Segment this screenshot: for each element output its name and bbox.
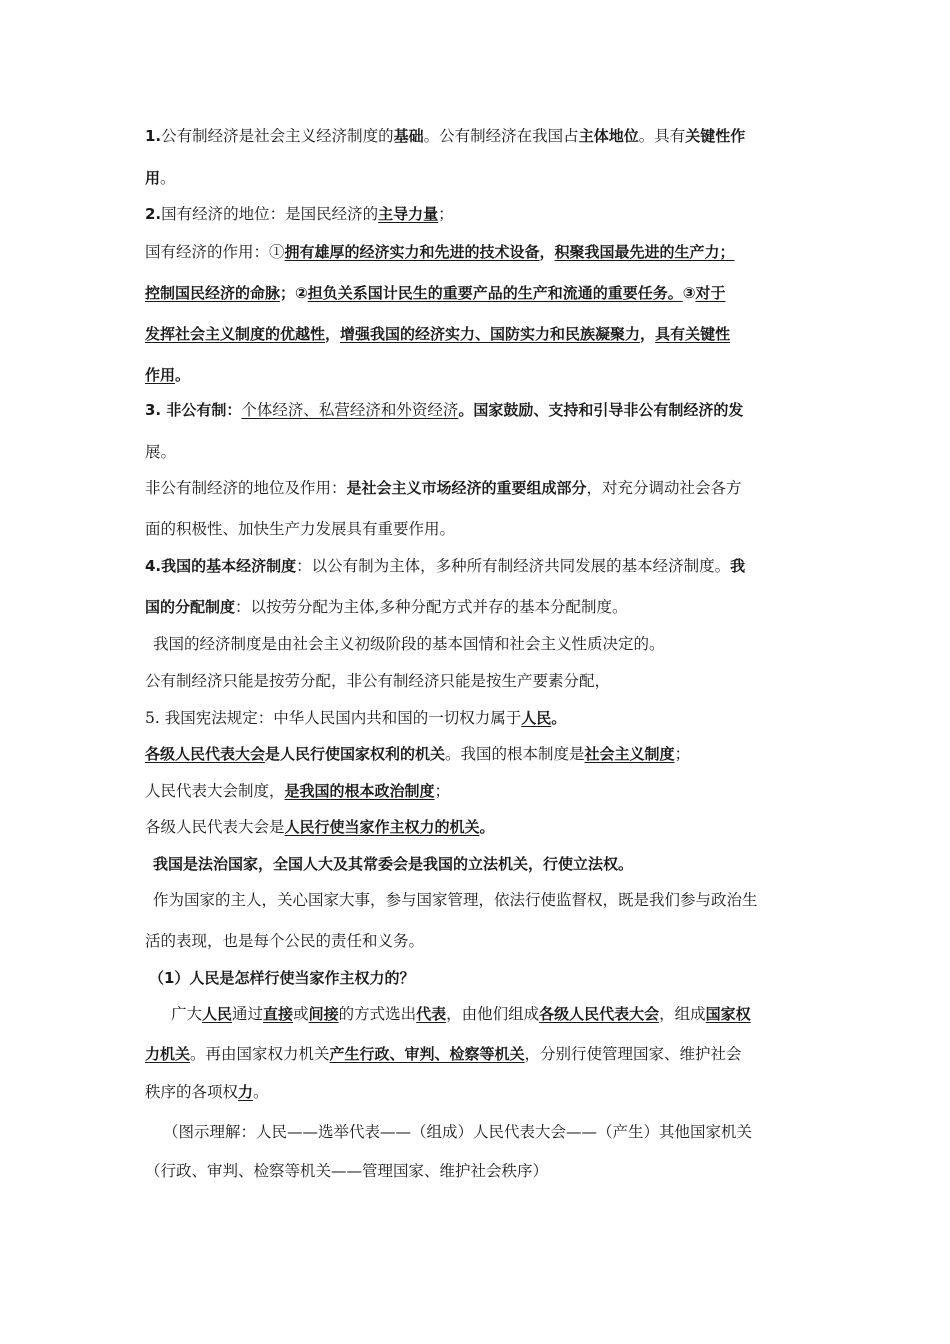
para-basic-system	[145, 554, 745, 578]
para-non-public	[145, 398, 743, 422]
text: 。	[175, 366, 191, 384]
text: ，由他们组成	[446, 1005, 540, 1023]
bold-term: 3. 非公有制	[145, 401, 227, 419]
text: ③	[682, 284, 696, 302]
text: 。	[479, 818, 495, 836]
para-non-public-cont	[145, 440, 176, 464]
text: （行政、审判、检察等机关——管理国家、维护社会秩序）	[145, 1162, 549, 1180]
text: 我国的经济制度是由社会主义初级阶段的基本国情和社会主义性质决定的。	[153, 635, 665, 653]
bold-term: 主导力量	[378, 205, 439, 223]
para-number: 2.	[145, 205, 162, 223]
para-state-economy-status	[145, 202, 454, 226]
question-heading	[149, 966, 414, 990]
text: ：以按劳分配为主体,多种分配方式并存的基本分配制度。	[235, 598, 628, 616]
para-distribution-system	[145, 595, 627, 619]
text: 。公有制经济在我国占	[423, 127, 579, 145]
bold-term: 控制国民经济的命脉	[145, 284, 281, 302]
text: （图示理解：人民——选举代表——（组成）人民代表大会——（产生）其他国家机关	[163, 1123, 753, 1141]
bold-term: 力	[238, 1083, 254, 1101]
text: 。我国的根本制度是	[445, 745, 585, 763]
para-answer	[171, 1002, 751, 1026]
bold-term: 主体地位	[578, 127, 639, 145]
bold-term: 是我国的根本政治制度	[284, 782, 435, 800]
bold-term: 各级人民代表大会	[145, 745, 266, 763]
para-answer-3	[145, 1080, 269, 1104]
text: 活的表现，也是每个公民的责任和义务。	[145, 932, 425, 950]
bold-term: 用	[145, 169, 161, 187]
bold-term: 力机关	[145, 1045, 191, 1063]
bold-term: 积聚我国最先进的生产力；	[554, 243, 735, 261]
para-state-economy-role	[145, 240, 735, 264]
text: 非公有制经济的地位及作用：	[145, 479, 347, 497]
text: ；②	[280, 284, 308, 302]
para-answer-2	[145, 1042, 742, 1066]
bold-term: 国的分配制度	[145, 598, 236, 616]
bold-term: 人民行使当家作主权力的机关	[284, 818, 480, 836]
bold-term: 人民	[521, 709, 552, 727]
bold-term: 作用	[145, 366, 176, 384]
text: 各级人民代表大会是	[145, 818, 285, 836]
bold-term: 担负关系国计民生的重要产品的生产和流通的重要任务。	[307, 284, 683, 302]
bold-term: 产生行政、审判、检察等机关	[329, 1045, 525, 1063]
bold-term: 代表	[416, 1005, 447, 1023]
text: ，	[539, 243, 555, 261]
text: ：	[226, 401, 242, 419]
text: ；	[438, 205, 454, 223]
text: ；	[674, 745, 691, 763]
bold-term: 我国是法治国家，全国人大及其常委会是我国的立法机关，行使立法权。	[153, 855, 634, 873]
text: 的方式选出	[338, 1005, 417, 1023]
text: 。	[160, 169, 176, 187]
para-citizen-duty	[153, 888, 758, 912]
text: 公有制经济只能是按劳分配，非公有制经济只能是按生产要素分配，	[145, 672, 611, 690]
text: ，组成	[659, 1005, 706, 1023]
para-system-basis	[153, 632, 665, 656]
text: 。	[253, 1083, 269, 1101]
underlined-term: 个体经济、私营经济和外资经济	[241, 401, 459, 419]
bold-term: 基础	[393, 127, 424, 145]
text: 。再由国家权力机关	[190, 1045, 330, 1063]
bold-term: 发挥社会主义制度的优越性	[145, 325, 326, 343]
bold-term: 关键性作	[685, 127, 746, 145]
bold-term: 我	[730, 557, 746, 575]
para-citizen-duty-cont	[145, 929, 424, 953]
text: 广大	[171, 1005, 203, 1023]
para-number: 1.	[145, 127, 162, 145]
text: 秩序的各项权	[145, 1083, 239, 1101]
text: ，	[640, 325, 656, 343]
para-distribution-rule	[145, 669, 610, 693]
text: 公有制经济是社会主义经济制度的	[161, 127, 394, 145]
text: 展。	[145, 443, 177, 461]
para-public-economy-cont	[145, 166, 176, 190]
para-diagram-note	[163, 1120, 752, 1144]
text: ，	[325, 325, 341, 343]
text: 。具有	[638, 127, 686, 145]
para-non-public-role	[145, 476, 742, 500]
text: 5. 我国宪法规定：中华人民国内共和国的一切权力属于	[145, 709, 522, 727]
para-rule-of-law	[153, 852, 633, 876]
bold-term: （1）人民是怎样行使当家作主权力的？	[149, 969, 415, 987]
para-congress-organ	[145, 815, 495, 839]
para-state-economy-role-4	[145, 363, 190, 387]
text: 。	[551, 709, 567, 727]
text: 面的积极性、加快生产力发展具有重要作用。	[145, 520, 456, 538]
bold-term: 间接	[308, 1005, 339, 1023]
bold-term: 是人民行使国家权利的机关	[265, 745, 446, 763]
bold-term: 各级人民代表大会	[539, 1005, 660, 1023]
text: 国有经济的作用：①	[145, 243, 285, 261]
bold-term: 对于	[695, 284, 726, 302]
bold-term: 国家权	[705, 1005, 751, 1023]
bold-term: 直接	[263, 1005, 294, 1023]
text: ；	[434, 782, 451, 800]
text: 国有经济的地位：是国民经济的	[161, 205, 379, 223]
bold-term: 社会主义制度	[584, 745, 675, 763]
bold-term: 增强我国的经济实力、国防实力和民族凝聚力	[340, 325, 641, 343]
bold-term: 具有关键性	[655, 325, 731, 343]
text: 或	[293, 1005, 309, 1023]
para-state-economy-role-3	[145, 322, 730, 346]
para-constitution	[145, 706, 566, 730]
bold-term: 人民	[202, 1005, 233, 1023]
text: 作为国家的主人，关心国家大事，参与国家管理，依法行使监督权，既是我们参与政治生	[153, 891, 758, 909]
bold-term: 4.我国的基本经济制度	[145, 557, 297, 575]
para-public-economy	[145, 124, 745, 148]
text: ，分别行使管理国家、维护社会	[524, 1045, 742, 1063]
para-diagram-note-cont	[145, 1159, 548, 1183]
bold-term: 拥有雄厚的经济实力和先进的技术设备	[284, 243, 540, 261]
para-non-public-role-cont	[145, 517, 455, 541]
text: 。国家鼓励、支持和引导非公有制经济的发	[458, 401, 744, 419]
para-congress	[145, 742, 690, 766]
bold-term: 是社会主义市场经济的重要组成部分	[346, 479, 587, 497]
text: ，对充分调动社会各方	[586, 479, 742, 497]
text: 通过	[232, 1005, 264, 1023]
para-state-economy-role-2	[145, 281, 725, 305]
text: 人民代表大会制度，	[145, 782, 285, 800]
para-congress-system	[145, 779, 450, 803]
text: ：以公有制为主体，多种所有制经济共同发展的基本经济制度。	[296, 557, 731, 575]
